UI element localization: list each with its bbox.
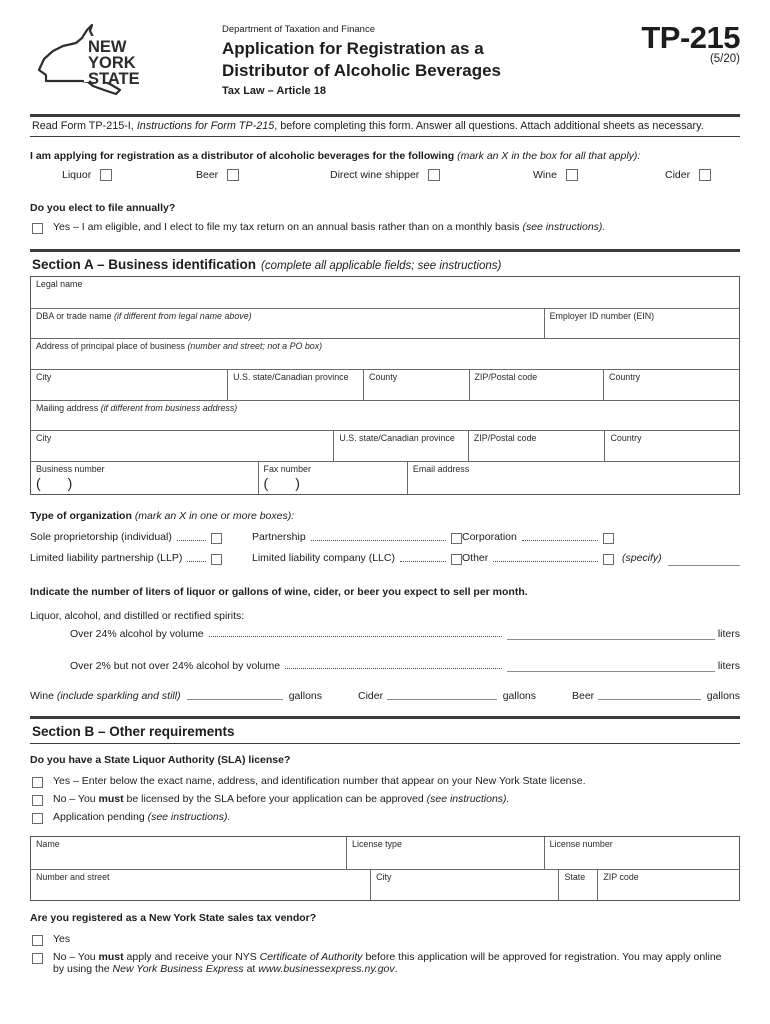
option-liquor	[62, 169, 112, 181]
annual-yes-text: Yes – I am eligible, and I elect to file my tax return on an annual basis rather than on a monthly basis (see instructions).	[53, 221, 606, 233]
wine-label: Wine	[533, 169, 557, 181]
business-state-field[interactable]: U.S. state/Canadian province	[227, 370, 363, 400]
form-revision: (5/20)	[709, 53, 740, 65]
ein-field[interactable]: Employer ID number (EIN)	[544, 309, 739, 338]
mailing-zip-field[interactable]: ZIP/Postal code	[468, 431, 605, 461]
over-24-line	[70, 628, 740, 640]
svg-text:STATE: STATE	[88, 70, 140, 88]
gallons-unit: gallons	[502, 690, 536, 702]
gallons-unit: gallons	[288, 690, 322, 702]
vendor-no-line	[30, 951, 740, 975]
business-identification-table	[30, 276, 740, 495]
sla-no-line	[30, 793, 740, 806]
beverage-options-row	[30, 169, 740, 186]
option-beer	[196, 169, 239, 181]
read-text-tail: , before completing this form. Answer all questions. Attach additional sheets as necessary.	[274, 120, 704, 132]
business-address-field[interactable]: Address of principal place of business (number and street; not a PO box)	[36, 341, 323, 351]
liquor-label: Liquor	[62, 169, 92, 181]
read-instructions-line	[30, 117, 740, 136]
section-b-underline	[30, 743, 740, 744]
beer-volume-label: Beer	[572, 690, 595, 702]
dba-field[interactable]: DBA or trade name (if different from legal name above)	[36, 311, 252, 321]
leader-dots	[285, 668, 502, 669]
sla-pending-text: Application pending (see instructions).	[53, 811, 231, 823]
over-2-line	[70, 660, 740, 672]
section-a-note: (complete all applicable fields; see instructions)	[261, 260, 502, 272]
organization-prompt-bold: Type of organization	[30, 510, 135, 522]
form-number: TP-215	[641, 20, 740, 55]
annual-yes-line	[30, 221, 740, 234]
nys-state-outline-icon	[30, 20, 188, 108]
annual-question: Do you elect to file annually?	[30, 202, 176, 214]
cider-fill-line[interactable]	[387, 699, 497, 700]
mailing-address-field[interactable]: Mailing address (if different from business address)	[36, 403, 238, 413]
leader-dots	[493, 561, 598, 562]
sla-pending-checkbox[interactable]	[32, 813, 43, 824]
cider-checkbox[interactable]	[699, 169, 711, 181]
vendor-no-line1: No – You must apply and receive your NYS Certificate of Authority before this application will be approved for registration. You may apply online	[53, 951, 722, 963]
other-checkbox[interactable]	[603, 554, 614, 565]
business-number-field[interactable]: Business number ( )	[36, 464, 105, 491]
wine-fill-line[interactable]	[187, 699, 283, 700]
sla-yes-checkbox[interactable]	[32, 777, 43, 788]
option-direct-wine-shipper	[330, 169, 440, 181]
leader-dots	[209, 636, 502, 637]
form-title-line1: Application for Registration as a	[222, 39, 484, 58]
sole-proprietorship-checkbox[interactable]	[211, 533, 222, 544]
applying-prompt-italic: (mark an X in the box for all that apply):	[457, 150, 641, 162]
leader-dots	[522, 540, 598, 541]
read-line-divider	[30, 136, 740, 137]
sla-no-checkbox[interactable]	[32, 795, 43, 806]
mailing-state-field[interactable]: U.S. state/Canadian province	[333, 431, 468, 461]
beer-checkbox[interactable]	[227, 169, 239, 181]
sla-no-text: No – You must be licensed by the SLA before your application can be approved (see instructions).	[53, 793, 510, 805]
sla-yes-line	[30, 775, 740, 788]
license-number-field[interactable]: License number	[544, 837, 739, 869]
license-state-field[interactable]: State	[558, 870, 597, 900]
section-b-title: Section B – Other requirements	[32, 724, 235, 739]
leader-dots	[311, 540, 446, 541]
mailing-city-field[interactable]: City	[36, 433, 52, 443]
over-24-label: Over 24% alcohol by volume	[70, 628, 204, 640]
over-2-fill-line[interactable]	[507, 671, 715, 672]
vendor-no-checkbox[interactable]	[32, 953, 43, 964]
volume-prompt: Indicate the number of liters of liquor or gallons of wine, cider, or beer you expect to sell per month.	[30, 586, 528, 598]
partnership-checkbox[interactable]	[451, 533, 462, 544]
wine-checkbox[interactable]	[566, 169, 578, 181]
vendor-question: Are you registered as a New York State sales tax vendor?	[30, 912, 317, 924]
liquor-checkbox[interactable]	[100, 169, 112, 181]
legal-name-field[interactable]: Legal name	[36, 279, 83, 289]
liquor-spirits-header: Liquor, alcohol, and distilled or rectified spirits:	[30, 610, 245, 622]
applying-prompt-bold: I am applying for registration as a distributor of alcoholic beverages for the following	[30, 150, 458, 162]
cider-label: Cider	[665, 169, 691, 181]
option-wine	[533, 169, 578, 181]
tax-law-line: Tax Law – Article 18	[222, 84, 326, 97]
llc-checkbox[interactable]	[451, 554, 462, 565]
leader-dots	[400, 561, 446, 562]
leader-dots	[177, 540, 206, 541]
license-table	[30, 836, 740, 901]
beer-group	[572, 690, 740, 702]
direct-wine-shipper-checkbox[interactable]	[428, 169, 440, 181]
section-a-header	[30, 252, 740, 276]
other-specify-fill-line[interactable]	[668, 565, 740, 566]
license-name-field[interactable]: Name	[36, 839, 60, 849]
form-title-line2: Distributor of Alcoholic Beverages	[222, 60, 501, 80]
license-zip-field[interactable]: ZIP code	[597, 870, 739, 900]
over-24-fill-line[interactable]	[507, 639, 715, 640]
vendor-yes-text: Yes	[53, 933, 71, 945]
org-corporation: Corporation	[462, 531, 614, 544]
beer-label: Beer	[196, 169, 219, 181]
vendor-no-line2: by using the New York Business Express at www.businessexpress.ny.gov.	[53, 963, 398, 975]
vendor-yes-line	[30, 933, 740, 946]
other-specify-label: (specify)	[622, 552, 662, 564]
llp-checkbox[interactable]	[211, 554, 222, 565]
section-b-header	[30, 719, 740, 743]
beer-fill-line[interactable]	[598, 699, 701, 700]
form-header	[30, 20, 740, 111]
cider-group	[358, 690, 536, 702]
org-other: Other	[462, 552, 614, 565]
organization-row-1	[30, 531, 740, 547]
direct-wine-shipper-label: Direct wine shipper	[330, 169, 420, 181]
read-text-italic: Instructions for Form TP-215	[136, 120, 275, 132]
section-a-title: Section A – Business identification	[32, 257, 257, 272]
organization-prompt-italic: (mark an X in one or more boxes):	[134, 510, 295, 522]
fax-number-field[interactable]: Fax number ( )	[258, 462, 407, 494]
business-zip-field[interactable]: ZIP/Postal code	[469, 370, 604, 400]
cider-label: Cider	[358, 690, 384, 702]
corporation-checkbox[interactable]	[603, 533, 614, 544]
liters-unit: liters	[717, 660, 740, 672]
organization-prompt	[30, 510, 740, 522]
sla-pending-line	[30, 811, 740, 824]
nys-logo	[30, 20, 188, 111]
business-city-field[interactable]: City	[36, 372, 52, 382]
leader-dots	[187, 561, 206, 562]
license-city-field[interactable]: City	[370, 870, 558, 900]
org-llp: Limited liability partnership (LLP)	[30, 552, 222, 565]
license-street-field[interactable]: Number and street	[36, 872, 110, 882]
mailing-country-field[interactable]: Country	[604, 431, 739, 461]
sla-yes-text: Yes – Enter below the exact name, address, and identification number that appear on your New York State license.	[53, 775, 586, 787]
vendor-yes-checkbox[interactable]	[32, 935, 43, 946]
wine-label: Wine (include sparkling and still)	[30, 690, 181, 702]
option-cider	[665, 169, 711, 181]
agency-name: Department of Taxation and Finance	[222, 24, 375, 35]
license-type-field[interactable]: License type	[346, 837, 544, 869]
sla-question: Do you have a State Liquor Authority (SLA) license?	[30, 754, 291, 766]
org-llc: Limited liability company (LLC)	[252, 552, 462, 565]
org-partnership: Partnership	[252, 531, 462, 544]
wine-group	[30, 690, 322, 702]
applying-prompt	[30, 150, 740, 162]
over-2-label: Over 2% but not over 24% alcohol by volume	[70, 660, 281, 672]
business-country-field[interactable]: Country	[603, 370, 739, 400]
logo-text: NEW	[88, 38, 127, 56]
svg-text:YORK: YORK	[88, 54, 136, 72]
email-field[interactable]: Email address	[407, 462, 739, 494]
wine-cider-beer-row	[30, 690, 740, 702]
business-county-field[interactable]: County	[363, 370, 468, 400]
organization-row-2	[30, 552, 740, 568]
annual-yes-checkbox[interactable]	[32, 223, 43, 234]
org-sole-proprietorship: Sole proprietorship (individual)	[30, 531, 222, 544]
gallons-unit: gallons	[706, 690, 740, 702]
liters-unit: liters	[717, 628, 740, 640]
read-text: Read Form TP-215-I,	[32, 120, 137, 132]
vendor-no-text	[53, 951, 722, 975]
